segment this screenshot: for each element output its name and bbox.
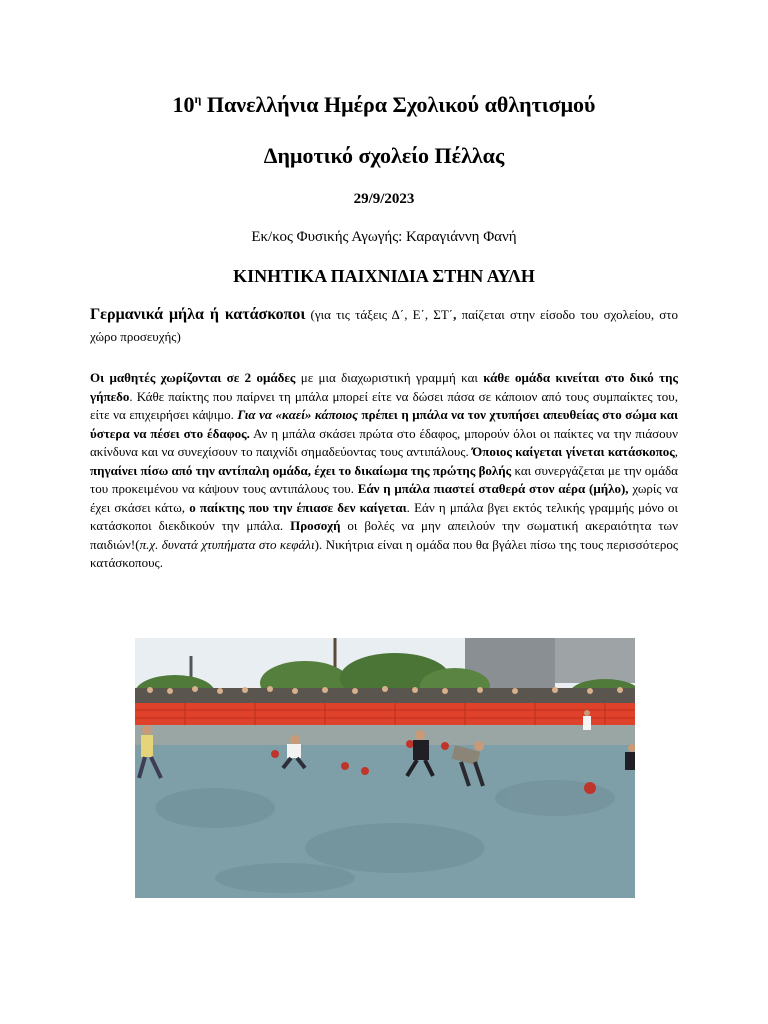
rules-span: Προσοχή bbox=[290, 518, 341, 533]
rules-span: χωρίς να έχει σκάσει κάτω, bbox=[90, 481, 678, 515]
document-date: 29/9/2023 bbox=[353, 191, 415, 207]
rules-span: κάθε ομάδα κινείται στο δικό της γήπεδο bbox=[90, 370, 678, 404]
rules-span: πηγαίνει πίσω από την αντίπαλη ομάδα, έχει το δικαίωμα της πρώτης βολής bbox=[90, 462, 512, 478]
rules-span: . bbox=[350, 481, 358, 496]
game-photo bbox=[135, 638, 635, 898]
photo-fence bbox=[135, 703, 635, 725]
rules-paragraph bbox=[90, 369, 678, 573]
rules-span: , bbox=[674, 444, 678, 459]
rules-span: ). Νικήτρια είναι η ομάδα που θα βγάλει πίσω της τους περισσότερος κατάσκοπους. bbox=[90, 536, 679, 570]
intro-text-c: παίζεται στην είσοδο του σχολείου, στο χώρο προσευχής) bbox=[90, 307, 678, 344]
rules-span: Όποιος καίγεται γίνεται κατάσκοπος bbox=[472, 444, 675, 459]
intro-text-b: , bbox=[453, 307, 462, 322]
rules-span: οι βολές να μην απειλούν την σωματική ακεραιότητα των παιδιών!( bbox=[90, 518, 678, 552]
photo-wall bbox=[135, 725, 635, 745]
document-title bbox=[0, 92, 768, 118]
title-number: 10 bbox=[172, 92, 195, 117]
rules-span: Εάν η μπάλα πιαστεί σταθερά στον αέρα (μήλο), bbox=[357, 481, 629, 496]
title-text: Πανελλήνια Ημέρα Σχολικού αθλητισμού bbox=[201, 92, 596, 117]
section-heading: ΚΙΝΗΤΙΚΑ ΠΑΙΧΝΙΔΙΑ ΣΤΗΝ ΑΥΛΗ bbox=[233, 266, 535, 286]
rules-span: και συνεργάζεται με την ομάδα του προκειμένου να κάψουν τους αντιπάλους του bbox=[90, 462, 678, 496]
game-intro bbox=[90, 304, 678, 348]
player bbox=[583, 710, 591, 730]
title-superscript: η bbox=[194, 92, 202, 106]
rules-span: πρέπει η μπάλα να τον χτυπήσει απευθείας στο σώμα και ύστερα να πέσει στο έδαφος. bbox=[90, 407, 679, 441]
rules-span: Για να «καεί» κάποιος bbox=[237, 407, 358, 422]
school-name: Δημοτικό σχολείο Πέλλας bbox=[263, 143, 505, 168]
teacher-line: Εκ/κος Φυσικής Αγωγής: Καραγιάννη Φανή bbox=[251, 229, 517, 245]
rules-span: . Εάν η μπάλα βγει εκτός τελικής γραμμής μόνο οι κατάσκοποι διεκδικούν την μπάλα. bbox=[90, 499, 679, 533]
intro-text-a: (για τις τάξεις Δ΄, Ε΄, ΣΤ΄ bbox=[305, 307, 454, 322]
rules-span: Αν η μπάλα σκάσει πρώτα στο έδαφος, μπορούν όλοι οι παίκτες να την πιάσουν ακίνδυνα και να συνεχίσουν το παιχνίδι σημαδεύοντας τους αντιπάλους. bbox=[90, 425, 678, 459]
rules-span: με μια διαχωριστική γραμμή και bbox=[295, 370, 484, 385]
rules-span: ο παίκτης που την έπιασε δεν καίγεται bbox=[189, 499, 407, 515]
rules-span: π.χ. δυνατά χτυπήματα στο κεφάλι bbox=[139, 536, 315, 552]
rules-span: . Κάθε παίκτης που παίρνει τη μπάλα μπορεί είτε να δώσει πάσα σε κάποιον από τους συμπαίκτες του, είτε να επιχειρήσει κάψιμο. bbox=[90, 388, 678, 422]
rules-span: Οι μαθητές χωρίζονται σε 2 ομάδες bbox=[90, 370, 296, 385]
game-title: Γερμανικά μήλα ή κατάσκοποι bbox=[90, 306, 306, 323]
